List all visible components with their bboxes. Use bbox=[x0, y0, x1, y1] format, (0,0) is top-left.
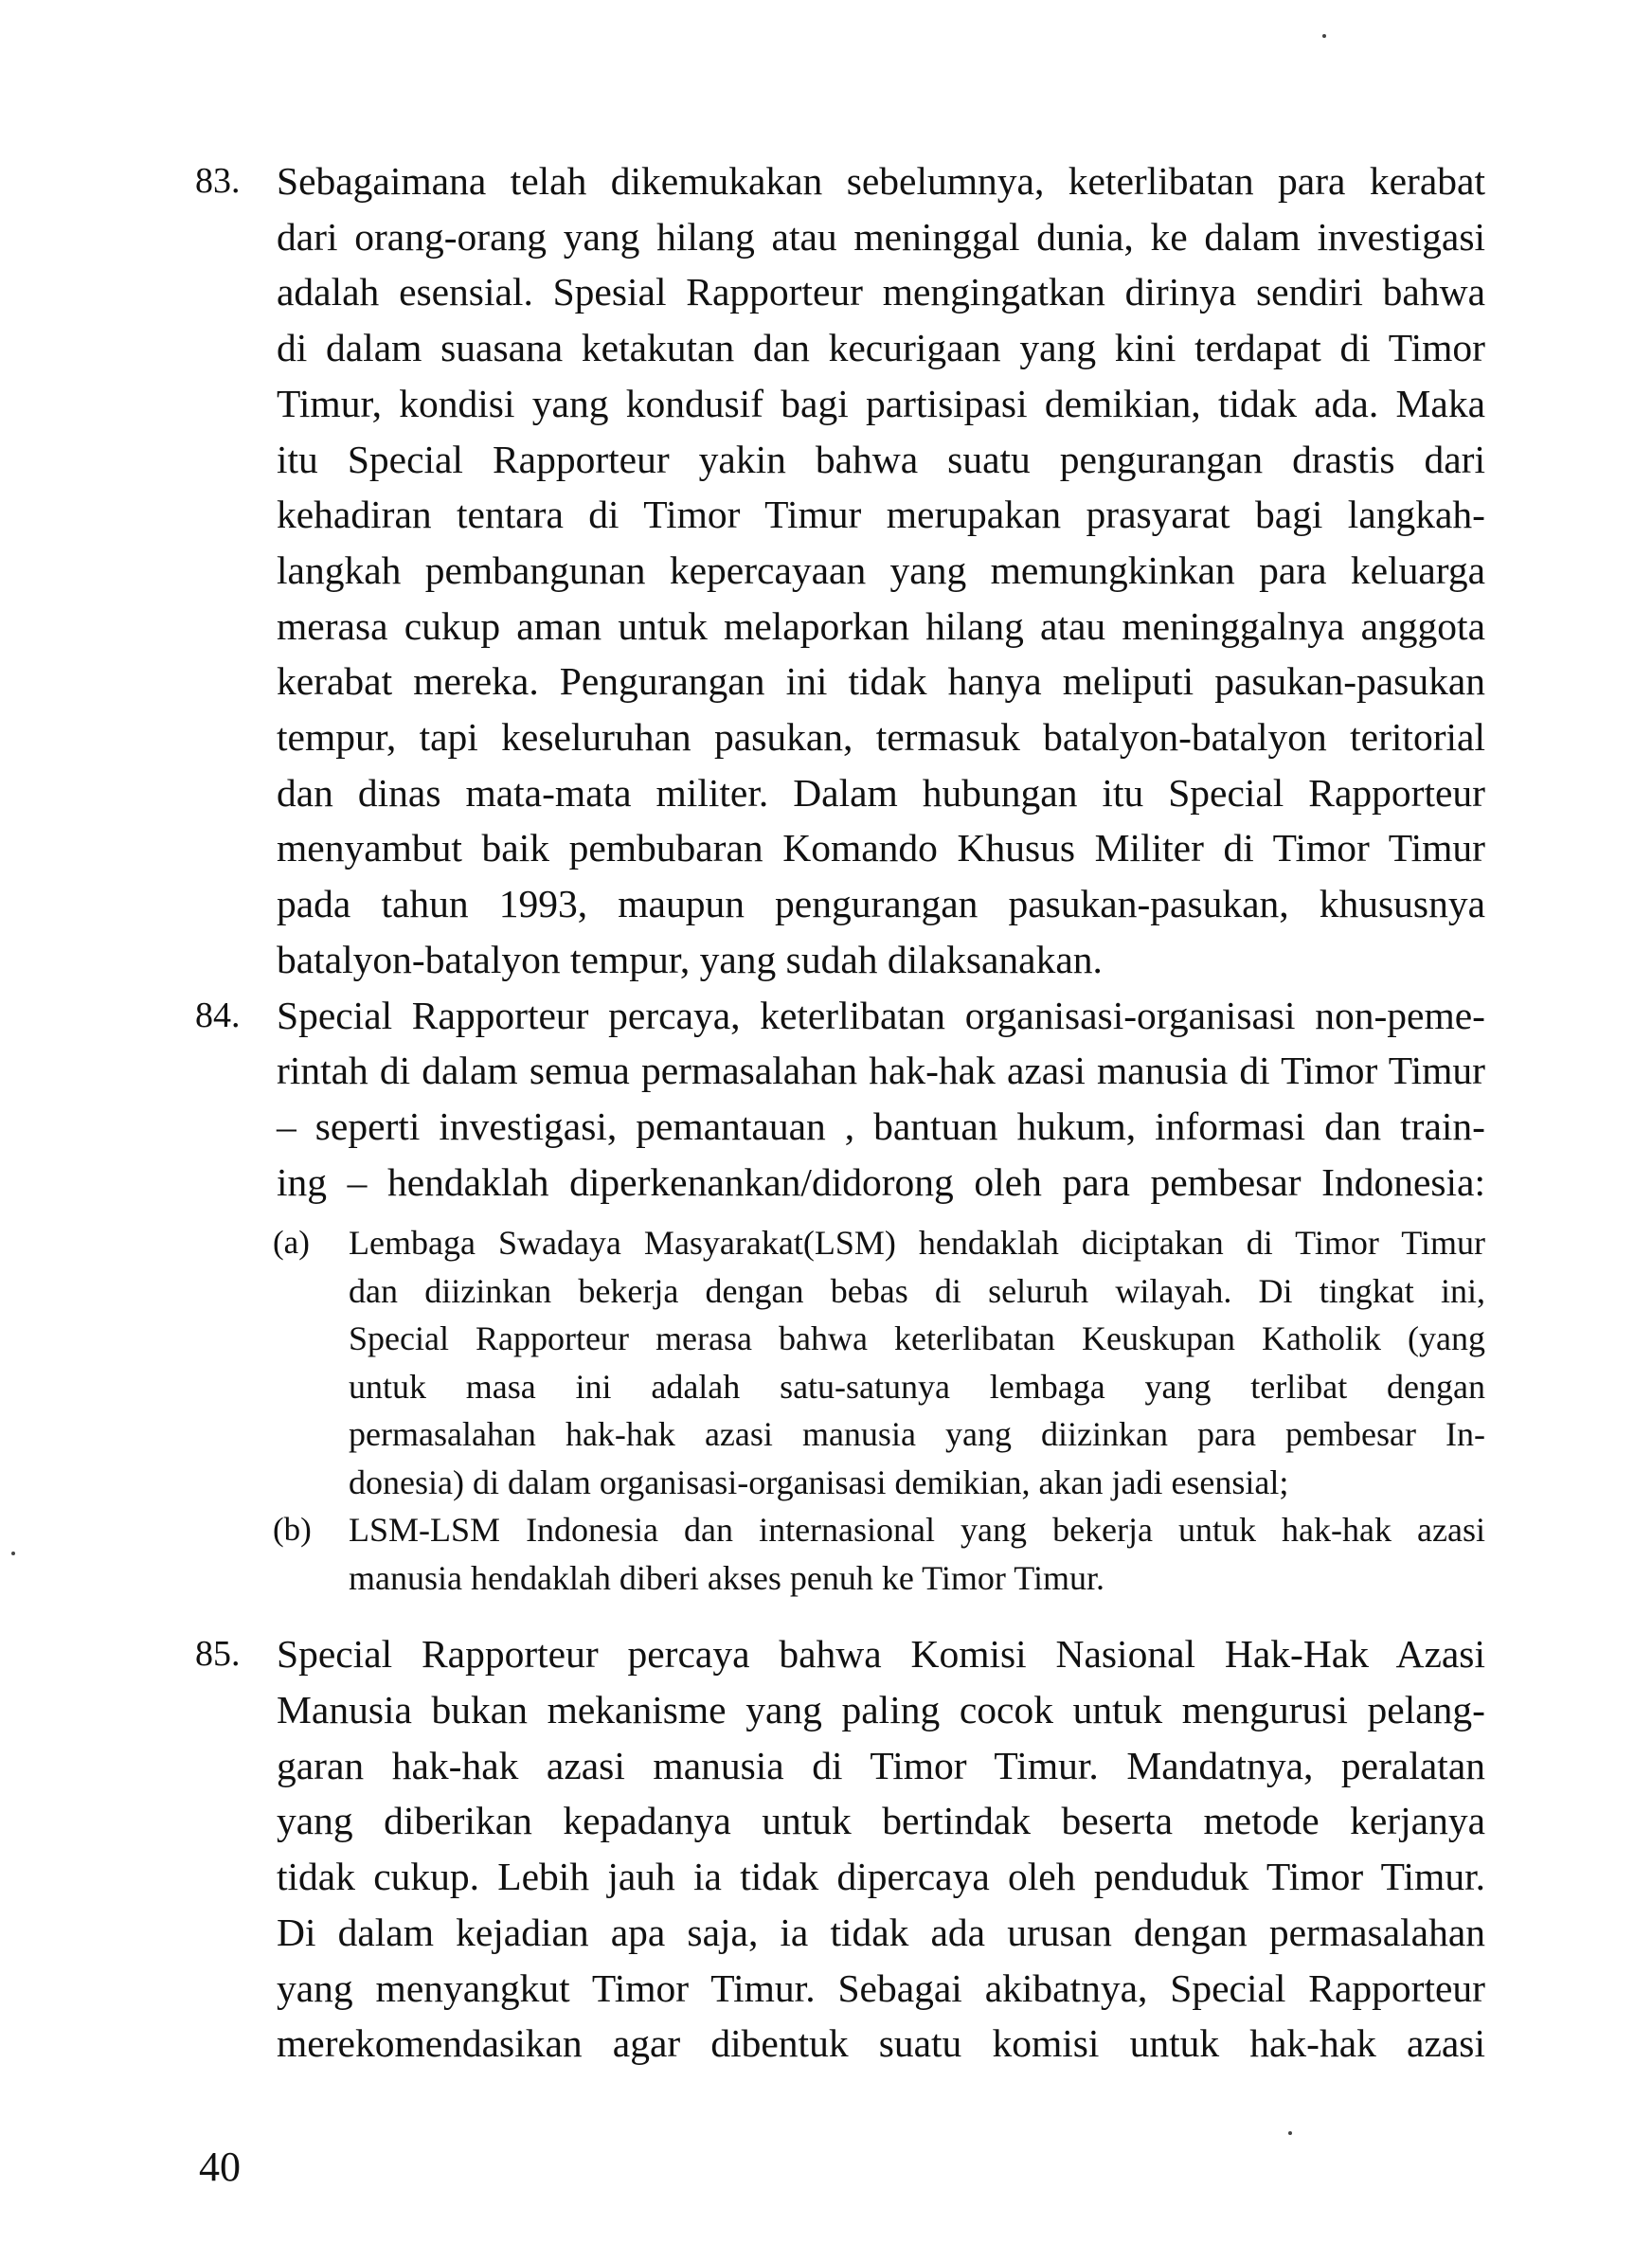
text-line: – seperti investigasi, pemantauan , bantuan hukum, informasi dan train- bbox=[277, 1104, 1485, 1148]
page-number: 40 bbox=[199, 2144, 241, 2190]
text-line: untuk masa ini adalah satu-satunya lembaga yang terlibat dengan bbox=[349, 1367, 1485, 1406]
paragraph-text bbox=[277, 988, 1485, 1211]
paragraph-number: 83. bbox=[195, 161, 241, 201]
page-body bbox=[195, 153, 1485, 2072]
text-line: Di dalam kejadian apa saja, ia tidak ada urusan dengan permasalahan bbox=[277, 1910, 1485, 1954]
text-line: merasa cukup aman untuk melaporkan hilang atau meninggalnya anggota bbox=[277, 603, 1485, 648]
text-line: dan dinas mata-mata militer. Dalam hubungan itu Special Rapporteur bbox=[277, 770, 1485, 815]
paragraph-84 bbox=[195, 988, 1485, 1211]
text-line: Special Rapporteur percaya bahwa Komisi Nasional Hak-Hak Azasi bbox=[277, 1632, 1485, 1677]
text-line: kehadiran tentara di Timor Timur merupakan prasyarat bagi langkah- bbox=[277, 493, 1485, 537]
text-line: langkah pembangunan kepercayaan yang memungkinkan para keluarga bbox=[277, 547, 1485, 592]
recommendation-sublist bbox=[195, 1219, 1485, 1602]
text-line: tidak cukup. Lebih jauh ia tidak dipercaya oleh penduduk Timor Timur. bbox=[277, 1855, 1485, 1899]
text-line: di dalam suasana ketakutan dan kecurigaan yang kini terdapat di Timor bbox=[277, 326, 1485, 370]
text-line: LSM-LSM Indonesia dan internasional yang bekerja untuk hak-hak azasi bbox=[349, 1511, 1485, 1550]
list-item bbox=[195, 1506, 1485, 1602]
text-line: Timur, kondisi yang kondusif bagi partisipasi demikian, tidak ada. Maka bbox=[277, 381, 1485, 425]
text-line: donesia) di dalam organisasi-organisasi demikian, akan jadi esensial; bbox=[349, 1462, 1289, 1501]
text-line: tempur, tapi keseluruhan pasukan, termasuk batalyon-batalyon teritorial bbox=[277, 715, 1485, 760]
text-line: yang menyangkut Timor Timur. Sebagai akibatnya, Special Rapporteur bbox=[277, 1965, 1485, 2010]
paragraph-number: 84. bbox=[195, 995, 241, 1035]
scan-speck bbox=[1288, 2131, 1292, 2135]
text-line: dan diizinkan bekerja dengan bebas di seluruh wilayah. Di tingkat ini, bbox=[349, 1271, 1485, 1310]
paragraph-85 bbox=[195, 1626, 1485, 2072]
text-line: Special Rapporteur merasa bahwa keterlibatan Keuskupan Katholik (yang bbox=[349, 1319, 1485, 1358]
paragraph-83 bbox=[195, 153, 1485, 988]
text-line: garan hak-hak azasi manusia di Timor Timur. Mandatnya, peralatan bbox=[277, 1743, 1485, 1787]
text-line: dari orang-orang yang hilang atau meninggal dunia, ke dalam investigasi bbox=[277, 214, 1485, 259]
text-line: manusia hendaklah diberi akses penuh ke Timor Timur. bbox=[349, 1558, 1104, 1597]
text-line: rintah di dalam semua permasalahan hak-hak azasi manusia di Timor Timur bbox=[277, 1049, 1485, 1093]
scan-speck bbox=[11, 1552, 15, 1555]
list-item bbox=[195, 1219, 1485, 1506]
text-line: menyambut baik pembubaran Komando Khusus Militer di Timor Timur bbox=[277, 826, 1485, 870]
paragraph-number: 85. bbox=[195, 1634, 241, 1675]
text-line: pada tahun 1993, maupun pengurangan pasukan-pasukan, khususnya bbox=[277, 882, 1485, 926]
text-line: Sebagaimana telah dikemukakan sebelumnya, keterlibatan para kerabat bbox=[277, 159, 1485, 203]
text-line: ing – hendaklah diperkenankan/didorong oleh para pembesar Indonesia: bbox=[277, 1159, 1485, 1204]
text-line: batalyon-batalyon tempur, yang sudah dilaksanakan. bbox=[277, 937, 1103, 981]
paragraph-text bbox=[277, 153, 1485, 988]
text-line: permasalahan hak-hak azasi manusia yang diizinkan para pembesar In- bbox=[349, 1415, 1485, 1454]
text-line: adalah esensial. Spesial Rapporteur mengingatkan dirinya sendiri bahwa bbox=[277, 270, 1485, 314]
text-line: Manusia bukan mekanisme yang paling cocok untuk mengurusi pelang- bbox=[277, 1688, 1485, 1732]
list-item-label: (a) bbox=[273, 1224, 310, 1262]
scan-speck bbox=[1322, 34, 1326, 38]
paragraph-text bbox=[277, 1626, 1485, 2072]
text-line: yang diberikan kepadanya untuk bertindak beserta metode kerjanya bbox=[277, 1799, 1485, 1843]
text-line: Special Rapporteur percaya, keterlibatan organisasi-organisasi non-peme- bbox=[277, 993, 1485, 1037]
list-item-label: (b) bbox=[273, 1511, 312, 1549]
text-line: kerabat mereka. Pengurangan ini tidak hanya meliputi pasukan-pasukan bbox=[277, 659, 1485, 704]
text-line: merekomendasikan agar dibentuk suatu komisi untuk hak-hak azasi bbox=[277, 2021, 1485, 2066]
text-line: Lembaga Swadaya Masyarakat(LSM) hendaklah diciptakan di Timor Timur bbox=[349, 1224, 1485, 1263]
text-line: itu Special Rapporteur yakin bahwa suatu pengurangan drastis dari bbox=[277, 437, 1485, 481]
